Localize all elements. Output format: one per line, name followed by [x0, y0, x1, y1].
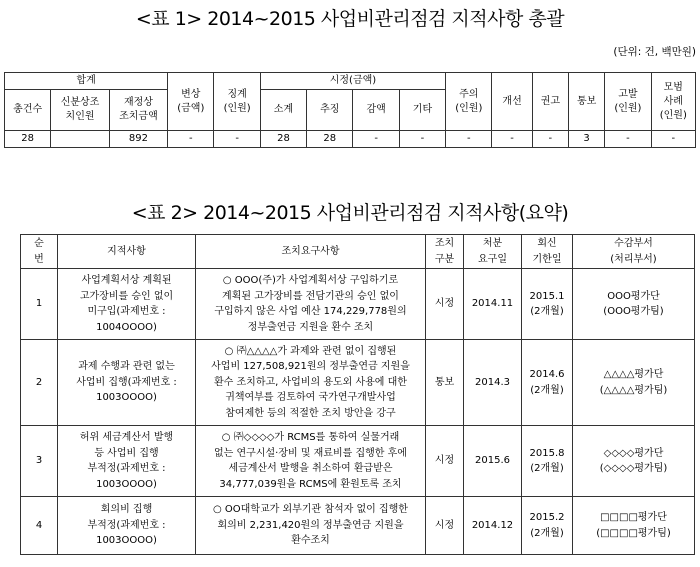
cell-official — [51, 131, 109, 148]
header-action: 조치요구사항 — [196, 235, 426, 269]
cell-recovery: 28 — [307, 131, 353, 148]
header-improvement: 개선 — [492, 73, 532, 131]
header-disposal-date: 처분 요구일 — [464, 235, 522, 269]
table-row — [21, 497, 695, 555]
table-row — [21, 269, 695, 340]
header-action-type: 조치 구분 — [426, 235, 464, 269]
header-total-group: 합계 — [5, 73, 168, 90]
cell-total-count: 28 — [5, 131, 51, 148]
cell-action: ○ ㈜◇◇◇◇가 RCMS를 통하여 실물거래 없는 연구시설·장비 및 재료비를 집행한 후에 세금계산서 발행을 취소하여 환급받은 34,777,039원을 RCMS에 환원토록 조치 — [196, 426, 426, 497]
cell-reply-deadline: 2015.1 (2개월) — [522, 269, 573, 340]
cell-disposal-date: 2014.3 — [464, 340, 522, 426]
cell-no: 1 — [21, 269, 58, 340]
header-correction-group: 시정(금액) — [260, 73, 445, 90]
cell-department: △△△△평가단 (△△△△평가팀) — [573, 340, 695, 426]
header-department: 수감부서 (처리부서) — [573, 235, 695, 269]
cell-action-type: 시정 — [426, 426, 464, 497]
header-caution: 주의 (인원) — [446, 73, 492, 131]
cell-advice: - — [532, 131, 568, 148]
findings-table — [20, 234, 695, 555]
cell-disposal-date: 2014.12 — [464, 497, 522, 555]
cell-compensation: - — [168, 131, 214, 148]
cell-other: - — [399, 131, 445, 148]
table2-title: <표 2> 2014~2015 사업비관리점검 지적사항(요약) — [131, 202, 569, 224]
table-row — [21, 340, 695, 426]
header-sub-total: 소계 — [260, 90, 306, 131]
cell-action: ○ OO대학교가 외부기관 참석자 없이 집행한 회의비 2,231,420원의 정부출연금 지원을 환수조치 — [196, 497, 426, 555]
cell-finding: 사업계획서상 계획된 고가장비를 승인 없이 미구입(과제번호 : 1004OOOO) — [58, 269, 196, 340]
table1-title: <표 1> 2014~2015 사업비관리점검 지적사항 총괄 — [135, 8, 565, 30]
cell-model-case: - — [651, 131, 695, 148]
header-notice: 통보 — [568, 73, 604, 131]
table1-unit: (단위: 건, 백만원) — [613, 46, 696, 58]
table-row — [21, 426, 695, 497]
header-recovery: 추징 — [307, 90, 353, 131]
cell-reply-deadline: 2014.6 (2개월) — [522, 340, 573, 426]
cell-finding: 과제 수행과 관련 없는 사업비 집행(과제번호 : 1003OOOO) — [58, 340, 196, 426]
header-total-count: 총건수 — [5, 90, 51, 131]
table-row — [5, 131, 696, 148]
header-finding: 지적사항 — [58, 235, 196, 269]
cell-disciplinary: - — [214, 131, 260, 148]
header-reply-deadline: 회신 기한일 — [522, 235, 573, 269]
cell-caution: - — [446, 131, 492, 148]
cell-reply-deadline: 2015.2 (2개월) — [522, 497, 573, 555]
cell-notice: 3 — [568, 131, 604, 148]
header-financial: 재정상 조치금액 — [109, 90, 167, 131]
cell-finding: 회의비 집행 부적정(과제번호 : 1003OOOO) — [58, 497, 196, 555]
cell-no: 2 — [21, 340, 58, 426]
cell-no: 3 — [21, 426, 58, 497]
cell-reduction: - — [353, 131, 399, 148]
cell-department: OOO평가단 (OOO평가팀) — [573, 269, 695, 340]
cell-action-type: 시정 — [426, 497, 464, 555]
header-no: 순 번 — [21, 235, 58, 269]
cell-reply-deadline: 2015.8 (2개월) — [522, 426, 573, 497]
header-model-case: 모범 사례 (인원) — [651, 73, 695, 131]
cell-no: 4 — [21, 497, 58, 555]
cell-department: ◇◇◇◇평가단 (◇◇◇◇평가팀) — [573, 426, 695, 497]
cell-action: ○ ㈜△△△△가 과제와 관련 없이 집행된 사업비 127,508,921원의 정부출연금 지원을 환수 조치하고, 사업비의 용도외 사용에 대한 귀책여부를 검토하여 국가연구개발사업 참여제한 등의 적절한 조치 방안을 강구 — [196, 340, 426, 426]
cell-disposal-date: 2014.11 — [464, 269, 522, 340]
header-other: 기타 — [399, 90, 445, 131]
summary-table — [4, 72, 696, 148]
header-disciplinary: 징계 (인원) — [214, 73, 260, 131]
header-official: 신분상조 치인원 — [51, 90, 109, 131]
cell-action-type: 통보 — [426, 340, 464, 426]
cell-financial: 892 — [109, 131, 167, 148]
cell-improvement: - — [492, 131, 532, 148]
cell-finding: 허위 세금계산서 발행 등 사업비 집행 부적정(과제번호 : 1003OOOO) — [58, 426, 196, 497]
cell-sub-total: 28 — [260, 131, 306, 148]
cell-action-type: 시정 — [426, 269, 464, 340]
header-advice: 권고 — [532, 73, 568, 131]
header-accusation: 고발 (인원) — [605, 73, 651, 131]
cell-accusation: - — [605, 131, 651, 148]
header-compensation: 변상 (금액) — [168, 73, 214, 131]
header-reduction: 감액 — [353, 90, 399, 131]
cell-department: □□□□평가단 (□□□□평가팀) — [573, 497, 695, 555]
cell-action: ○ OOO(주)가 사업계획서상 구입하기로 계획된 고가장비를 전담기관의 승인 없이 구입하지 않은 사업 예산 174,229,778원의 정부출연금 지원을 환수 조치 — [196, 269, 426, 340]
cell-disposal-date: 2015.6 — [464, 426, 522, 497]
